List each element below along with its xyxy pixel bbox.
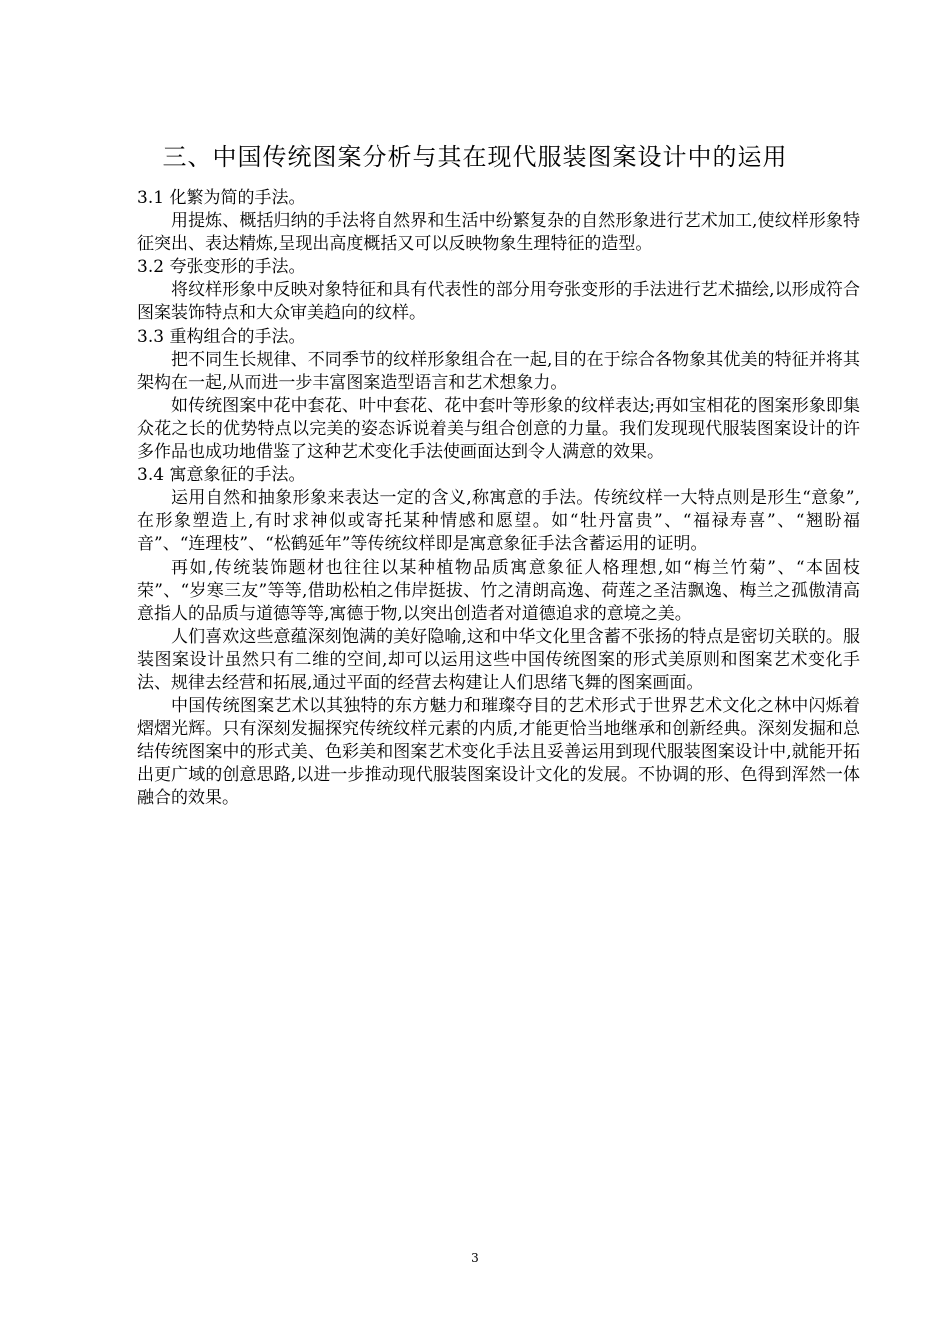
paragraph: 运用自然和抽象形象来表达一定的含义,称寓意的手法。传统纹样一大特点则是形生“意象”,在形象塑造上,有时求神似或寄托某种情感和愿望。如“牡丹富贵”、“福禄寿喜”、“翘盼福音”、“连理枝”、“松鹤延年”等传统纹样即是寓意象征手法含蓄运用的证明。 [137, 488, 860, 555]
paragraph: 中国传统图案艺术以其独特的东方魅力和璀璨夺目的艺术形式于世界艺术文化之林中闪烁着熠熠光辉。只有深刻发掘探究传统纹样元素的内质,才能更恰当地继承和创新经典。深刻发掘和总结传统图案中的形式美、色彩美和图案艺术变化手法且妥善运用到现代服装图案设计中,就能开拓出更广域的创意思路,以进一步推动现代服装图案设计文化的发展。不协调的形、色得到浑然一体融合的效果。 [137, 696, 860, 809]
paragraph: 如传统图案中花中套花、叶中套花、花中套叶等形象的纹样表达;再如宝相花的图案形象即集众花之长的优势特点以完美的姿态诉说着美与组合创意的力量。我们发现现代服装图案设计的许多作品也成功地借鉴了这种艺术变化手法使画面达到令人满意的效果。 [137, 395, 860, 463]
paragraph: 将纹样形象中反映对象特征和具有代表性的部分用夸张变形的手法进行艺术描绘,以形成符合图案装饰特点和大众审美趋向的纹样。 [137, 280, 860, 324]
subsection-heading-3-4: 3.4 寓意象征的手法。 [137, 465, 306, 486]
subsection-heading-3-3: 3.3 重构组合的手法。 [137, 326, 306, 347]
paragraph: 用提炼、概括归纳的手法将自然界和生活中纷繁复杂的自然形象进行艺术加工,使纹样形象特征突出、表达精炼,呈现出高度概括又可以反映物象生理特征的造型。 [137, 211, 860, 255]
page-number: 3 [471, 1251, 479, 1265]
body-text [137, 187, 860, 811]
subsection-heading-3-1: 3.1 化繁为简的手法。 [137, 188, 306, 208]
subsection-heading-3-2: 3.2 夸张变形的手法。 [137, 257, 306, 278]
paragraph: 人们喜欢这些意蕴深刻饱满的美好隐喻,这和中华文化里含蓄不张扬的特点是密切关联的。服装图案设计虽然只有二维的空间,却可以运用这些中国传统图案的形式美原则和图案艺术变化手法、规律去经营和拓展,通过平面的经营去构建让人们思绪飞舞的图案画面。 [137, 626, 860, 693]
paragraph: 把不同生长规律、不同季节的纹样形象组合在一起,目的在于综合各物象其优美的特征并将其架构在一起,从而进一步丰富图案造型语言和艺术想象力。 [137, 349, 860, 393]
section-title: 三、中国传统图案分析与其在现代服装图案设计中的运用 [162, 143, 788, 171]
paragraph: 再如,传统装饰题材也往往以某种植物品质寓意象征人格理想,如“梅兰竹菊”、“本固枝荣”、“岁寒三友”等等,借助松柏之伟岸挺拔、竹之清朗高逸、荷莲之圣洁飘逸、梅兰之孤傲清高意指人的品质与道德等等,寓德于物,以突出创造者对道德追求的意境之美。 [137, 557, 860, 624]
